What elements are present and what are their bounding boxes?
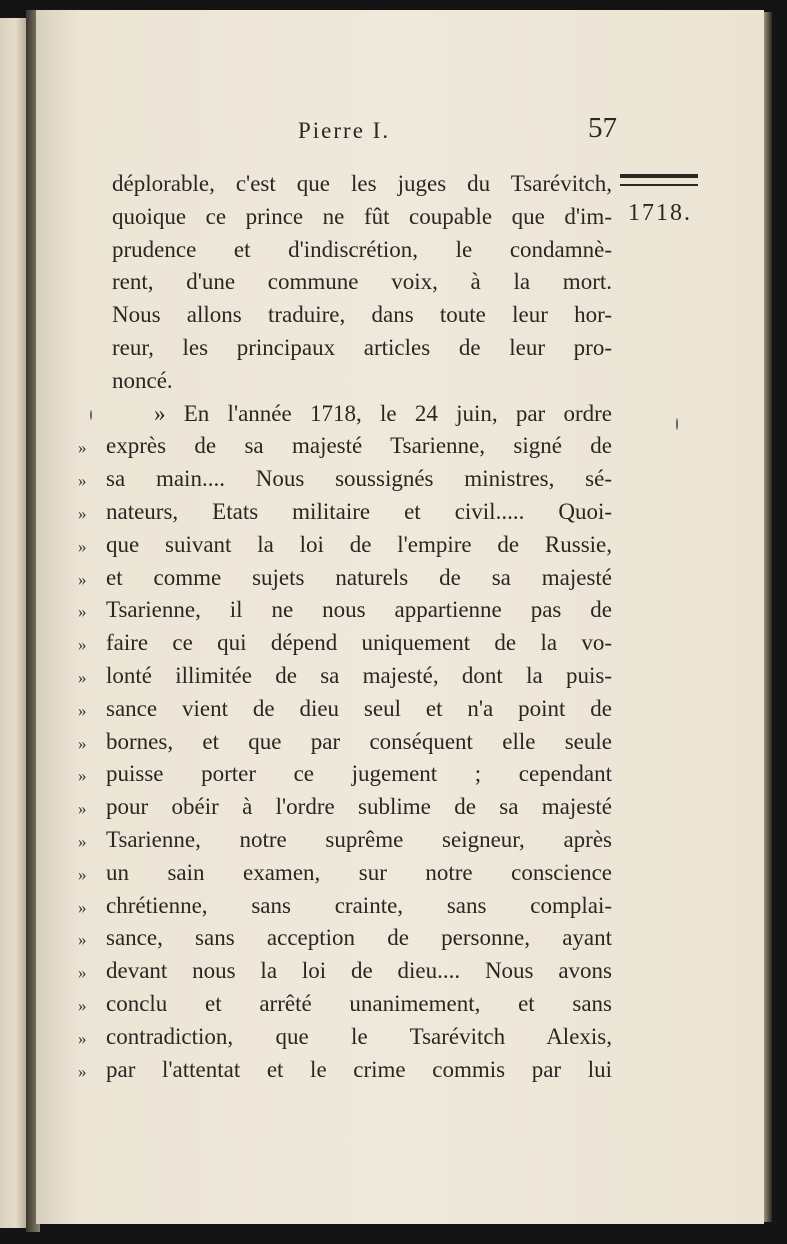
text-line xyxy=(78,1021,612,1054)
text-line xyxy=(78,791,612,824)
line-text: que suivant la loi de l'empire de Russie, xyxy=(106,531,612,557)
line-text: devant nous la loi de dieu.... Nous avons xyxy=(106,958,612,984)
quote-mark: » xyxy=(78,1028,87,1048)
text-line xyxy=(78,594,612,627)
line-text: noncé. xyxy=(112,367,173,393)
quote-mark: » xyxy=(78,930,87,950)
line-text: sance, sans acception de personne, ayant xyxy=(106,925,612,951)
line-text: Nous allons traduire, dans toute leur hor- xyxy=(112,302,612,328)
line-text: puisse porter ce jugement ; cependant xyxy=(106,761,612,787)
text-line xyxy=(78,529,612,562)
quote-mark: » xyxy=(78,536,87,556)
paper-speck xyxy=(676,418,678,430)
text-line xyxy=(78,857,612,890)
text-line xyxy=(112,398,612,431)
text-line xyxy=(78,1054,612,1087)
text-line xyxy=(112,332,612,365)
line-text: Tsarienne, notre suprême seigneur, après xyxy=(106,826,612,852)
text-line xyxy=(78,627,612,660)
line-text: rent, d'une commune voix, à la mort. xyxy=(112,269,612,295)
text-line xyxy=(78,562,612,595)
text-line xyxy=(78,463,612,496)
quote-mark: » xyxy=(78,897,87,917)
line-text: bornes, et que par conséquent elle seule xyxy=(106,728,612,754)
text-line xyxy=(78,660,612,693)
quote-mark: » xyxy=(78,667,87,687)
line-text: sa main.... Nous soussignés ministres, sé- xyxy=(106,466,612,492)
line-text: par l'attentat et le crime commis par lui xyxy=(106,1056,612,1082)
quote-mark: » xyxy=(78,963,87,983)
text-line xyxy=(78,430,612,463)
text-line xyxy=(78,758,612,791)
line-text: déplorable, c'est que les juges du Tsarévitch, xyxy=(112,171,612,196)
text-line xyxy=(112,201,612,234)
text-line xyxy=(78,890,612,923)
body-text xyxy=(78,168,612,1086)
text-line xyxy=(112,299,612,332)
line-text: exprès de sa majesté Tsarienne, signé de xyxy=(106,433,612,459)
line-text: un sain examen, sur notre conscience xyxy=(106,859,612,885)
text-line xyxy=(78,693,612,726)
text-line xyxy=(78,824,612,857)
line-text: et comme sujets naturels de sa majesté xyxy=(106,564,612,590)
line-text: nateurs, Etats militaire et civil..... Quoi- xyxy=(106,498,612,524)
paper-speck xyxy=(90,410,92,420)
running-title: Pierre I. xyxy=(298,118,391,143)
book-page xyxy=(36,10,764,1224)
quote-mark: » xyxy=(78,438,87,458)
quote-mark: » xyxy=(78,799,87,819)
quote-mark: » xyxy=(78,569,87,589)
facing-page-edge xyxy=(0,18,26,1228)
page-header xyxy=(36,110,764,150)
text-line xyxy=(78,922,612,955)
line-text: lonté illimitée de sa majesté, dont la puis- xyxy=(106,662,612,688)
line-text: Tsarienne, il ne nous appartienne pas de xyxy=(106,597,612,623)
line-text: reur, les principaux articles de leur pro- xyxy=(112,334,612,360)
page-edge xyxy=(764,12,772,1222)
line-text: sance vient de dieu seul et n'a point de xyxy=(106,695,612,721)
text-line xyxy=(112,168,612,201)
line-text: » En l'année 1718, le 24 juin, par ordre xyxy=(154,400,612,426)
text-line xyxy=(78,955,612,988)
line-text: contradiction, que le Tsarévitch Alexis, xyxy=(106,1023,612,1049)
text-line xyxy=(78,496,612,529)
text-line xyxy=(112,365,612,398)
quote-mark: » xyxy=(78,471,87,491)
quote-mark: » xyxy=(78,700,87,720)
quote-mark: » xyxy=(78,864,87,884)
quote-mark: » xyxy=(78,635,87,655)
quote-mark: » xyxy=(78,766,87,786)
quote-mark: » xyxy=(78,503,87,523)
line-text: quoique ce prince ne fût coupable que d'im- xyxy=(112,203,612,229)
quote-mark: » xyxy=(78,831,87,851)
text-line xyxy=(78,988,612,1021)
quote-mark: » xyxy=(78,602,87,622)
quote-mark: » xyxy=(78,733,87,753)
text-line xyxy=(112,266,612,299)
quote-mark: » xyxy=(78,1061,87,1081)
quote-mark: » xyxy=(78,995,87,1015)
line-text: conclu et arrêté unanimement, et sans xyxy=(106,990,612,1016)
page-number: 57 xyxy=(588,112,617,144)
line-text: pour obéir à l'ordre sublime de sa majesté xyxy=(106,794,612,820)
marginal-year: 1718. xyxy=(628,200,692,226)
line-text: chrétienne, sans crainte, sans complai- xyxy=(106,892,612,918)
text-line xyxy=(112,234,612,267)
line-text: faire ce qui dépend uniquement de la vo- xyxy=(106,630,612,656)
text-line xyxy=(78,726,612,759)
line-text: prudence et d'indiscrétion, le condamnè- xyxy=(112,236,612,262)
marginal-rule xyxy=(620,174,698,186)
